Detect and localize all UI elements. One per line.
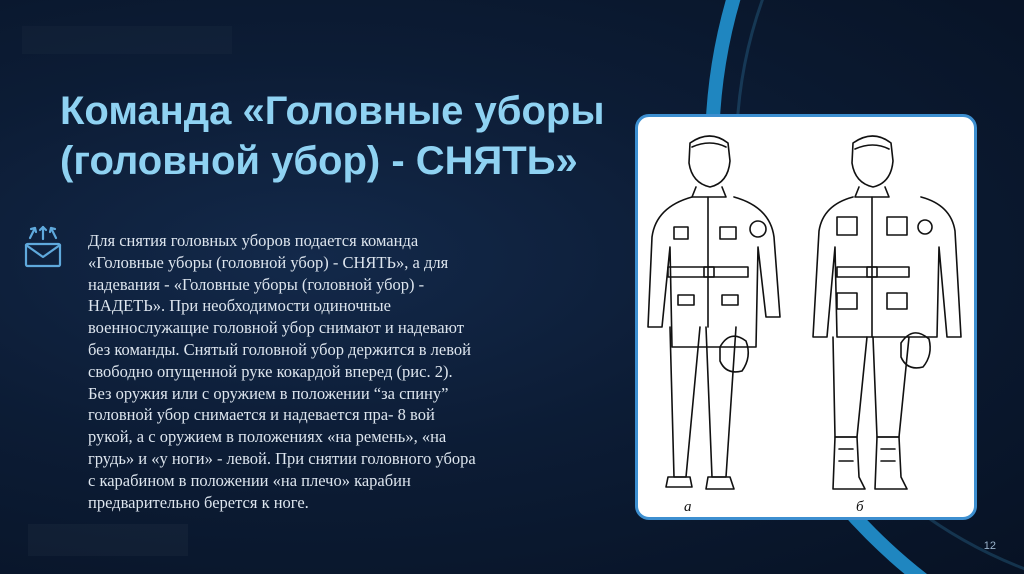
body-line: военнослужащие головной убор снимают и надевают bbox=[88, 318, 464, 338]
body-line: Без оружия или с оружием в положении “за спину” bbox=[88, 383, 449, 403]
body-line: «Головные уборы (головной убор) - СНЯТЬ», а для bbox=[88, 252, 449, 272]
title-line: Команда «Головные уборы bbox=[60, 89, 605, 133]
body-line: головной убор снимается и надевается пра- 8 вой bbox=[88, 405, 435, 425]
illustration-card bbox=[635, 114, 977, 520]
figure-label-b: б bbox=[856, 499, 864, 515]
slide-title bbox=[60, 86, 640, 186]
body-line: НАДЕТЬ». При необходимости одиночные bbox=[88, 296, 391, 316]
body-line: грудь» и «у ноги» - левой. При снятии головного убора bbox=[88, 448, 476, 468]
page-number: 12 bbox=[983, 540, 996, 552]
figure-b-soldier bbox=[813, 136, 961, 489]
body-line: надевания - «Головные уборы (головной убор) - bbox=[88, 274, 425, 294]
body-line: без команды. Снятый головной убор держится в левой bbox=[88, 339, 471, 359]
body-line: Для снятия головных уборов подается команда bbox=[88, 231, 419, 250]
title-line: (головной убор) - СНЯТЬ» bbox=[60, 139, 578, 183]
body-line: с карабином в положении «на плечо» карабин bbox=[88, 470, 411, 490]
figure-label-a: а bbox=[684, 499, 692, 515]
body-line: свободно опущенной руке кокардой вперед (рис. 2). bbox=[88, 361, 453, 381]
decorative-rect-top bbox=[22, 26, 232, 54]
decorative-rect-bottom bbox=[28, 524, 188, 556]
envelope-arrows-icon bbox=[20, 224, 68, 272]
body-line: рукой, а с оружием в положениях «на ремень», «на bbox=[88, 427, 447, 447]
soldiers-illustration bbox=[638, 117, 974, 517]
figure-a-soldier bbox=[648, 136, 780, 489]
body-line: предварительно берется к ноге. bbox=[88, 492, 309, 512]
body-paragraph bbox=[88, 230, 558, 513]
